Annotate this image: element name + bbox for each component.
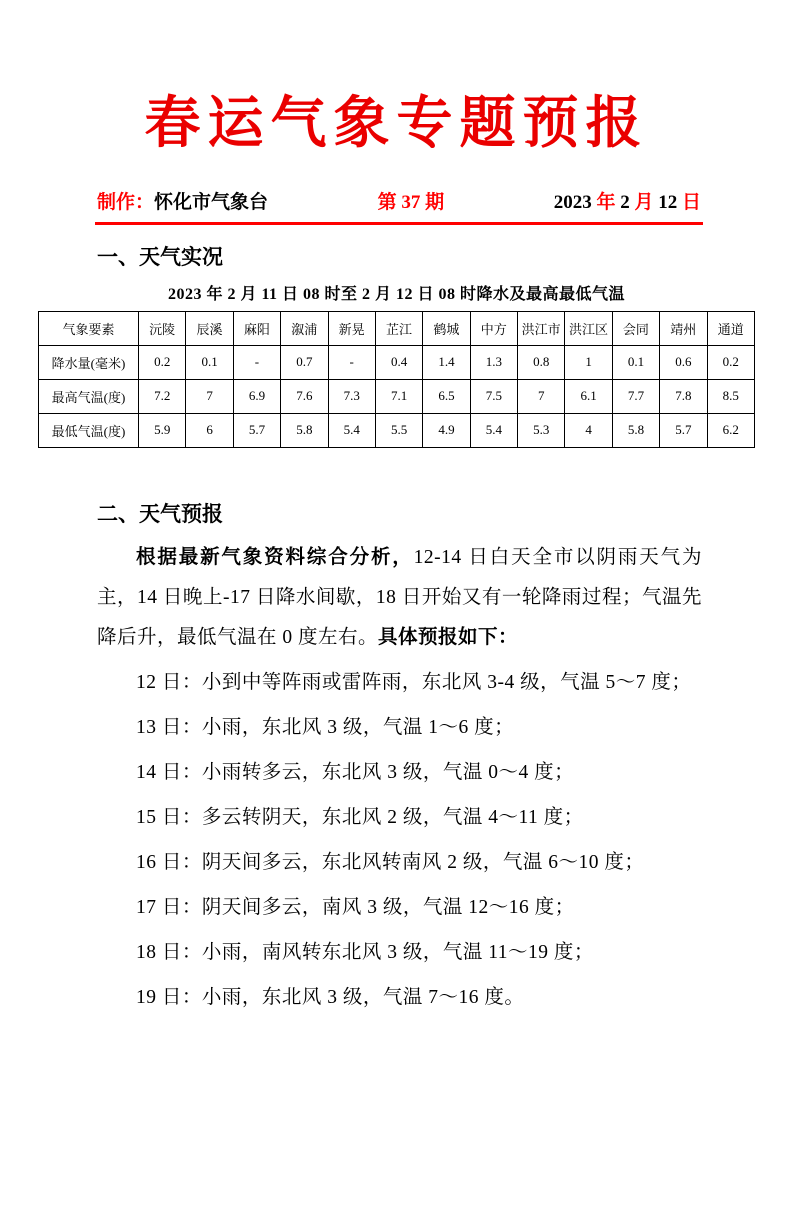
table-cell: 7.8 — [660, 379, 707, 413]
table-cell: 7.3 — [328, 379, 375, 413]
table-header-cell: 气象要素 — [39, 311, 139, 345]
table-cell: 0.1 — [612, 345, 659, 379]
table-cell: 5.4 — [470, 413, 517, 447]
table-cell: 5.8 — [612, 413, 659, 447]
table-header-cell: 靖州 — [660, 311, 707, 345]
table-cell: 4 — [565, 413, 612, 447]
date-month: 2 — [620, 191, 630, 213]
section-heading-actual-weather: 一、天气实况 — [97, 244, 223, 269]
table-cell: - — [233, 345, 280, 379]
table-header-cell: 沅陵 — [139, 311, 186, 345]
row-label: 降水量(毫米) — [39, 345, 139, 379]
forecast-intro — [97, 538, 702, 658]
forecast-item-day19: 19 日：小雨，东北风 3 级，气温 7～16 度。 — [136, 986, 525, 1008]
table-row-precipitation — [39, 345, 755, 379]
table-cell: 7.5 — [470, 379, 517, 413]
date-day: 12 — [658, 191, 678, 213]
forecast-item-day18: 18 日：小雨，南风转东北风 3 级，气温 11～19 度； — [136, 941, 594, 963]
table-header-cell: 鹤城 — [423, 311, 470, 345]
table-header-cell: 新晃 — [328, 311, 375, 345]
producer-label: 制作： — [97, 191, 155, 213]
forecast-intro-lead: 根据最新气象资料综合分析， — [136, 546, 414, 568]
forecast-item-day14: 14 日：小雨转多云，东北风 3 级，气温 0～4 度； — [136, 761, 575, 783]
table-cell: 7.7 — [612, 379, 659, 413]
table-cell: 0.4 — [375, 345, 422, 379]
row-label: 最高气温(度) — [39, 379, 139, 413]
forecast-intro-tail: 具体预报如下： — [378, 626, 519, 648]
forecast-item-day16: 16 日：阴天间多云，东北风转南风 2 级，气温 6～10 度； — [136, 851, 645, 873]
table-cell: 5.3 — [518, 413, 565, 447]
table-header-cell: 溆浦 — [281, 311, 328, 345]
producer-value: 怀化市气象台 — [154, 191, 269, 213]
table-row-min-temp — [39, 413, 755, 447]
table-cell: 7 — [518, 379, 565, 413]
table-cell: 0.6 — [660, 345, 707, 379]
forecast-item-day17: 17 日：阴天间多云，南风 3 级，气温 12～16 度； — [136, 896, 575, 918]
forecast-item-day12: 12 日：小到中等阵雨或雷阵雨，东北风 3-4 级，气温 5～7 度； — [136, 671, 692, 693]
table-cell: 1 — [565, 345, 612, 379]
table-cell: 7.6 — [281, 379, 328, 413]
table-cell: 4.9 — [423, 413, 470, 447]
table-header-cell: 芷江 — [375, 311, 422, 345]
date-day-unit: 日 — [681, 191, 701, 213]
table-header-cell: 洪江市 — [518, 311, 565, 345]
table-cell: 5.7 — [233, 413, 280, 447]
date-year-unit: 年 — [596, 191, 616, 213]
table-cell: 1.4 — [423, 345, 470, 379]
table-header-cell: 麻阳 — [233, 311, 280, 345]
table-cell: 5.7 — [660, 413, 707, 447]
table-header-cell: 通道 — [707, 311, 755, 345]
table-cell: 5.4 — [328, 413, 375, 447]
table-cell: 6.9 — [233, 379, 280, 413]
table-cell: 6 — [186, 413, 233, 447]
table-cell: 0.2 — [139, 345, 186, 379]
weather-table — [38, 311, 755, 448]
table-row-max-temp — [39, 379, 755, 413]
table-cell: 0.2 — [707, 345, 755, 379]
table-cell: 7.1 — [375, 379, 422, 413]
header-divider — [95, 222, 703, 225]
table-cell: - — [328, 345, 375, 379]
page-title: 春运气象专题预报 — [144, 93, 649, 155]
forecast-item-day13: 13 日：小雨，东北风 3 级，气温 1～6 度； — [136, 716, 515, 738]
table-cell: 8.5 — [707, 379, 755, 413]
forecast-intro-body: 12-14 日白天全市以阴雨天气为主，14 日晚上-17 日降水间歇，18 日开始又有一轮降雨过程；气温先降后升，最低气温在 0 度左右。 — [97, 546, 702, 648]
date-month-unit: 月 — [634, 191, 654, 213]
forecast-item-day15: 15 日：多云转阴天，东北风 2 级，气温 4～11 度； — [136, 806, 584, 828]
document-page — [0, 88, 793, 1210]
table-header-cell: 洪江区 — [565, 311, 612, 345]
table-cell: 6.2 — [707, 413, 755, 447]
table-caption: 2023 年 2 月 11 日 08 时至 2 月 12 日 08 时降水及最高最低气温 — [167, 285, 626, 303]
table-header-row — [39, 311, 755, 345]
table-cell: 6.5 — [423, 379, 470, 413]
table-header-cell: 会同 — [612, 311, 659, 345]
table-cell: 0.8 — [518, 345, 565, 379]
table-cell: 0.7 — [281, 345, 328, 379]
meta-row — [97, 187, 701, 214]
table-cell: 6.1 — [565, 379, 612, 413]
producer — [97, 187, 268, 214]
date-year: 2023 — [553, 191, 592, 213]
table-header-cell: 中方 — [470, 311, 517, 345]
table-cell: 5.5 — [375, 413, 422, 447]
table-cell: 7.2 — [139, 379, 186, 413]
table-cell: 0.1 — [186, 345, 233, 379]
table-cell: 7 — [186, 379, 233, 413]
row-label: 最低气温(度) — [39, 413, 139, 447]
table-cell: 5.8 — [281, 413, 328, 447]
table-cell: 1.3 — [470, 345, 517, 379]
issue-date — [554, 187, 701, 214]
table-header-cell: 辰溪 — [186, 311, 233, 345]
section-heading-forecast: 二、天气预报 — [97, 501, 223, 526]
issue-number: 第 37 期 — [377, 191, 445, 213]
table-cell: 5.9 — [139, 413, 186, 447]
